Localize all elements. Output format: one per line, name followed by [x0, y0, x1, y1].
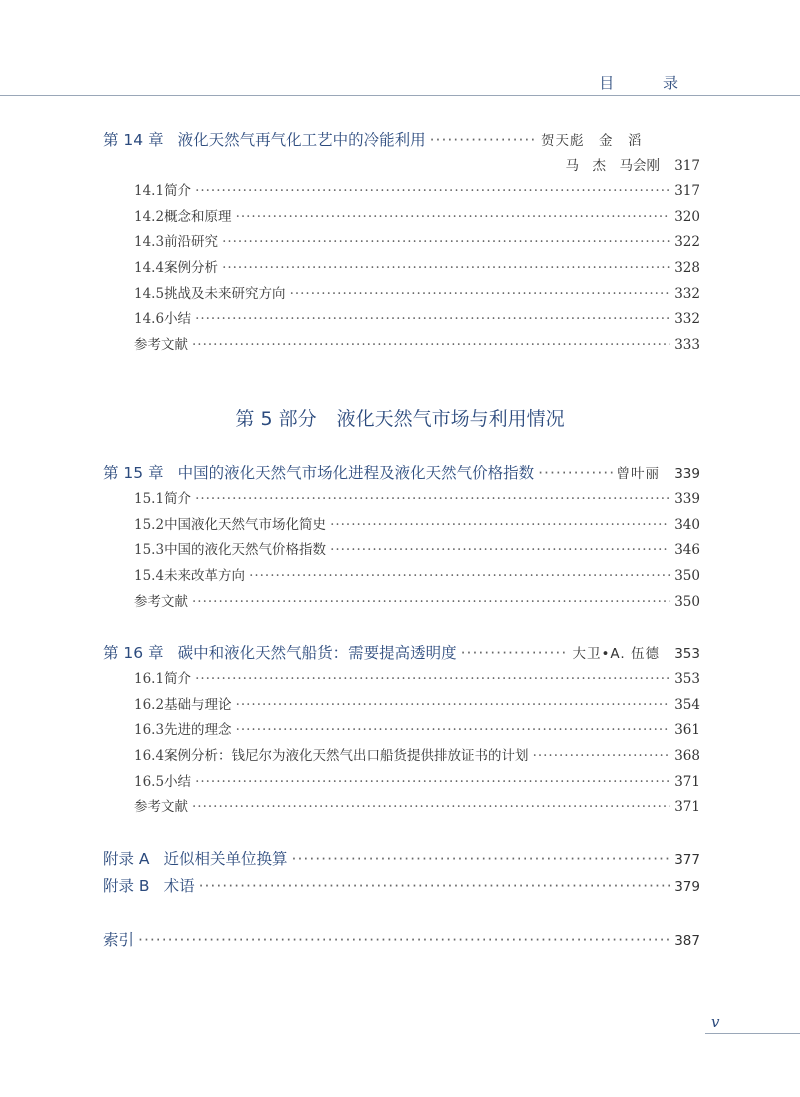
dot-leader: [222, 234, 670, 250]
appendix-label: 附录 A: [103, 850, 150, 868]
appendix-title: 术语: [163, 877, 195, 895]
page-number: 353: [674, 671, 700, 687]
page-number: 346: [674, 542, 700, 558]
section-title: 小结: [164, 311, 192, 327]
page-number: 377: [674, 852, 700, 868]
page-number: 332: [674, 286, 700, 302]
section-entry[interactable]: [103, 282, 700, 302]
dot-leader: [192, 337, 670, 353]
page-number: 371: [674, 774, 700, 790]
dot-leader: [195, 491, 670, 507]
section-number: 15.2: [134, 517, 165, 533]
chapter-number: 第 16 章: [103, 644, 164, 662]
section-number: 14.3: [134, 234, 165, 250]
dot-leader: [292, 850, 670, 868]
page-number: 328: [674, 260, 700, 276]
page-number: 371: [674, 799, 700, 815]
chapter-16-entry[interactable]: [103, 641, 700, 663]
dot-leader: [222, 260, 670, 276]
section-number: 14.1: [134, 183, 165, 199]
section-entry[interactable]: [103, 538, 700, 558]
page-number: 361: [674, 722, 700, 738]
references-entry[interactable]: [103, 590, 700, 610]
section-title: 简介: [164, 491, 192, 507]
page-number: 317: [674, 158, 700, 174]
dot-leader: [195, 183, 670, 199]
section-entry[interactable]: [103, 179, 700, 199]
page-numeral: v: [711, 1013, 720, 1031]
section-title: 简介: [164, 671, 192, 687]
page-number: 340: [674, 517, 700, 533]
appendix-b-entry[interactable]: [103, 874, 700, 896]
dot-leader: [249, 568, 670, 584]
section-title: 中国液化天然气市场化简史: [164, 517, 327, 533]
chapter-number: 第 15 章: [103, 464, 164, 482]
dot-leader: [461, 644, 569, 662]
part-heading: [0, 404, 800, 431]
part-number: 第 5 部分: [235, 408, 317, 430]
chapter-author: 曾叶丽: [616, 466, 660, 482]
section-entry[interactable]: [103, 487, 700, 507]
index-title: 索引: [103, 931, 135, 949]
references-entry[interactable]: [103, 333, 700, 353]
chapter-number: 第 14 章: [103, 131, 164, 149]
page-number: 339: [674, 491, 700, 507]
chapter-author: 大卫•A. 伍德: [572, 646, 660, 662]
references-title: 参考文献: [134, 799, 188, 815]
section-title: 先进的理念: [164, 722, 232, 738]
appendix-a-entry[interactable]: [103, 847, 700, 869]
section-entry[interactable]: [103, 667, 700, 687]
dot-leader: [290, 286, 670, 302]
dot-leader: [195, 774, 670, 790]
dot-leader: [236, 209, 670, 225]
dot-leader: [236, 722, 670, 738]
references-entry[interactable]: [103, 795, 700, 815]
section-entry[interactable]: [103, 564, 700, 584]
page-number: 368: [674, 748, 700, 764]
page-number: 332: [674, 311, 700, 327]
dot-leader: [195, 671, 670, 687]
chapter-authors-2: 马 杰 马会刚: [565, 158, 660, 174]
chapter-15-entry[interactable]: [103, 461, 700, 483]
chapter-authors: 贺天彪 金 滔: [541, 133, 643, 149]
page-number: 350: [674, 568, 700, 584]
page-number: 387: [674, 933, 700, 949]
page-number: 353: [674, 646, 700, 662]
section-number: 16.1: [134, 671, 165, 687]
page-number: 322: [674, 234, 700, 250]
dot-leader: [236, 697, 670, 713]
page-number: 320: [674, 209, 700, 225]
section-number: 16.4: [134, 748, 165, 764]
dot-leader: [192, 799, 670, 815]
section-title: 挑战及未来研究方向: [164, 286, 286, 302]
section-title: 概念和原理: [164, 209, 232, 225]
dot-leader: [192, 594, 670, 610]
section-entry[interactable]: [103, 513, 700, 533]
header-rule: [0, 95, 800, 96]
section-number: 14.6: [134, 311, 165, 327]
part-title: 液化天然气市场与利用情况: [336, 408, 565, 430]
references-title: 参考文献: [134, 594, 188, 610]
section-title: 前沿研究: [164, 234, 219, 250]
page-number: 317: [674, 183, 700, 199]
section-title: 小结: [164, 774, 192, 790]
section-title: 基础与理论: [164, 697, 232, 713]
references-title: 参考文献: [134, 337, 188, 353]
index-entry[interactable]: [103, 928, 700, 950]
dot-leader: [138, 931, 670, 949]
section-entry[interactable]: [103, 307, 700, 327]
section-number: 16.5: [134, 774, 165, 790]
page-number: 339: [674, 466, 700, 482]
page-number: 354: [674, 697, 700, 713]
chapter-14-authors-line: [103, 154, 700, 174]
chapter-14-entry[interactable]: [103, 128, 700, 150]
appendix-label: 附录 B: [103, 877, 150, 895]
section-entry[interactable]: [103, 770, 700, 790]
section-number: 15.4: [134, 568, 165, 584]
dot-leader: [195, 311, 670, 327]
section-number: 14.5: [134, 286, 165, 302]
section-number: 16.2: [134, 697, 165, 713]
section-number: 16.3: [134, 722, 165, 738]
section-entry[interactable]: [103, 693, 700, 713]
section-entry[interactable]: [103, 230, 700, 250]
chapter-title: 碳中和液化天然气船货：需要提高透明度: [177, 644, 457, 662]
section-number: 15.3: [134, 542, 165, 558]
dot-leader: [330, 517, 670, 533]
section-title: 中国的液化天然气价格指数: [164, 542, 327, 558]
section-entry[interactable]: [103, 205, 700, 225]
page-number: 350: [674, 594, 700, 610]
section-entry[interactable]: [103, 718, 700, 738]
section-number: 14.2: [134, 209, 165, 225]
section-number: 14.4: [134, 260, 165, 276]
section-title: 案例分析：钱尼尔为液化天然气出口船货提供排放证书的计划: [164, 748, 529, 764]
dot-leader: [330, 542, 670, 558]
section-title: 简介: [164, 183, 192, 199]
section-title: 案例分析: [164, 260, 219, 276]
header-title: 目 录: [599, 74, 700, 92]
dot-leader: [199, 877, 670, 895]
appendix-title: 近似相关单位换算: [163, 850, 288, 868]
section-number: 15.1: [134, 491, 165, 507]
footer-rule: [705, 1033, 800, 1034]
section-entry[interactable]: [103, 744, 700, 764]
chapter-title: 中国的液化天然气市场化进程及液化天然气价格指数: [177, 464, 535, 482]
section-title: 未来改革方向: [164, 568, 246, 584]
dot-leader: [430, 131, 537, 149]
page-number: 333: [674, 337, 700, 353]
dot-leader: [538, 464, 612, 482]
section-entry[interactable]: [103, 256, 700, 276]
dot-leader: [533, 748, 670, 764]
chapter-title: 液化天然气再气化工艺中的冷能利用: [177, 131, 426, 149]
page-number: 379: [674, 879, 700, 895]
